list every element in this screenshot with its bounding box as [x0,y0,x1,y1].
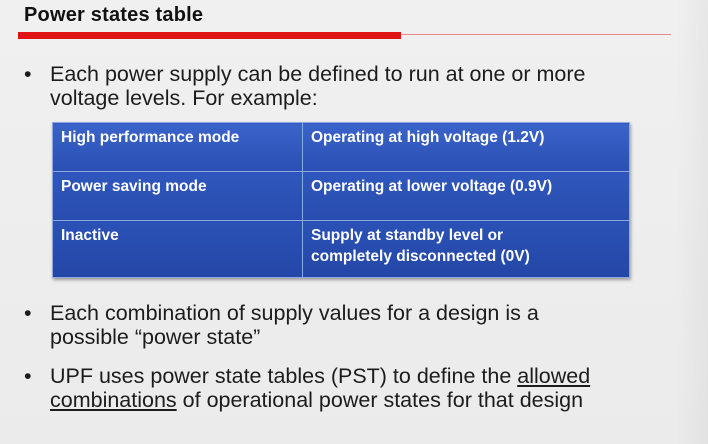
mode-cell: High performance mode [53,123,303,172]
mode-cell: Inactive [53,221,303,278]
description-line-1: Supply at standby level or [311,227,504,244]
mode-cell: Power saving mode [53,172,303,221]
bullet-3-line-1 [50,364,690,388]
bullet-1-line-2: voltage levels. For example: [50,86,318,110]
title-underline-thin [401,34,671,35]
bullet-2-line-1: Each combination of supply values for a design is a [50,301,539,325]
bullet-3-line-2 [50,388,690,412]
bullet-dot: • [24,301,32,325]
bullet-2-line-2: possible “power state” [50,325,261,349]
description-line-2: completely disconnected (0V) [311,248,530,265]
bullet-3-line-2-text: of operational power states for that design [176,388,584,412]
slide-title: Power states table [24,4,204,26]
description-cell [303,221,630,278]
bullet-dot: • [24,62,32,86]
table-row [53,221,630,278]
description-line-1: Operating at high voltage (1.2V) [311,129,545,146]
power-states-table [52,122,630,278]
combinations-underlined-text: combinations [50,388,177,412]
bullet-3-line-1-text: UPF uses power state tables (PST) to define the [50,364,518,388]
title-underline-bar [18,32,401,39]
description-line-1: Operating at lower voltage (0.9V) [311,178,553,195]
right-edge-shadow [676,0,708,444]
description-cell [303,172,630,221]
bullet-3-text [50,364,690,412]
table-row [53,123,630,172]
bullet-dot: • [24,364,32,388]
description-cell [303,123,630,172]
bullet-2-text [50,301,690,349]
bullet-1-text [50,62,690,110]
allowed-underlined-text: allowed [517,364,591,388]
bullet-1-line-1: Each power supply can be defined to run at one or more [50,62,586,86]
table-row [53,172,630,221]
